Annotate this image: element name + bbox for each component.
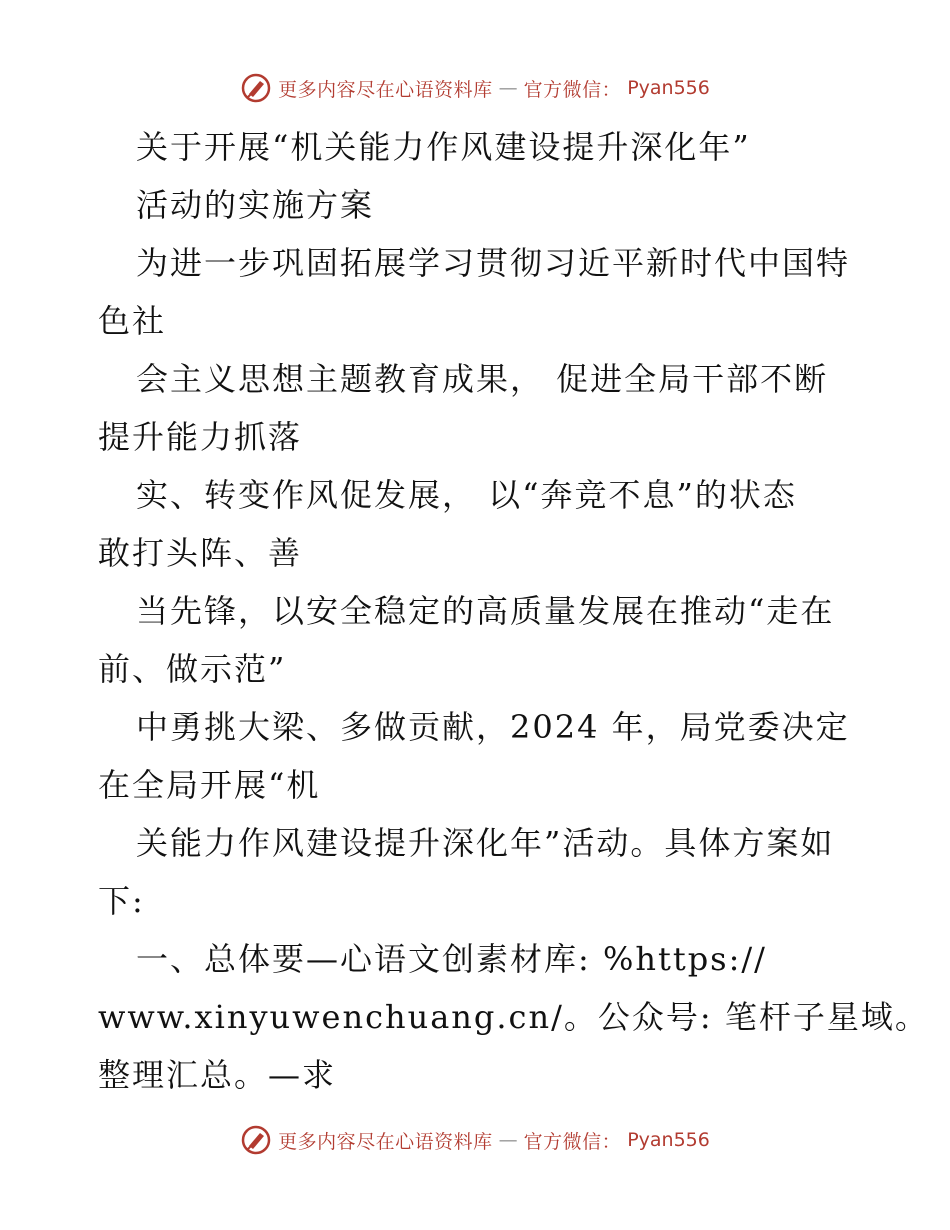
- text-line: 整理汇总。—求: [98, 1056, 337, 1094]
- text-line: 会主义思想主题教育成果， 促进全局干部不断: [136, 360, 829, 398]
- text-line: 活动的实施方案: [136, 186, 375, 224]
- text-line: 为进一步巩固拓展学习贯彻习近平新时代中国特: [136, 244, 851, 282]
- watermark-dash: —: [498, 77, 518, 99]
- text-line: 实、转变作风促发展， 以“奔竞不息”的状态: [136, 476, 797, 514]
- text-line: 中勇挑大梁、多做贡献，2024 年，局党委决定: [136, 708, 850, 746]
- watermark-suffix: 官方微信：: [523, 1130, 622, 1153]
- text-line: 在全局开展“机: [98, 766, 321, 804]
- text-line: 关于开展“机关能力作风建设提升深化年”: [136, 128, 751, 166]
- brush-logo-icon: [240, 1124, 272, 1156]
- watermark-suffix: 官方微信：: [523, 78, 622, 101]
- watermark-wechat: Pyan556: [627, 77, 710, 99]
- header-watermark: [0, 72, 950, 104]
- text-line: 关能力作风建设提升深化年”活动。具体方案如: [136, 824, 835, 862]
- text-line: 提升能力抓落: [98, 418, 303, 456]
- text-line: www.xinyuwenchuang.cn/。公众号: 笔杆子星域。: [98, 998, 929, 1036]
- text-line: 敢打头阵、善: [98, 534, 303, 572]
- watermark-text: 更多内容尽在心语资料库: [278, 78, 493, 101]
- watermark-text: 更多内容尽在心语资料库: [278, 1130, 493, 1153]
- document-body: [98, 118, 929, 1104]
- watermark-wechat: Pyan556: [627, 1129, 710, 1151]
- text-line: 前、做示范”: [98, 650, 287, 688]
- watermark-dash: —: [498, 1129, 518, 1151]
- text-line: 色社: [98, 302, 167, 340]
- text-line: 当先锋，以安全稳定的高质量发展在推动“走在: [136, 592, 835, 630]
- text-line: 一、总体要—心语文创素材库: %https://: [136, 940, 767, 978]
- brush-logo-icon: [240, 72, 272, 104]
- text-line: 下:: [98, 882, 145, 920]
- footer-watermark: [0, 1124, 950, 1156]
